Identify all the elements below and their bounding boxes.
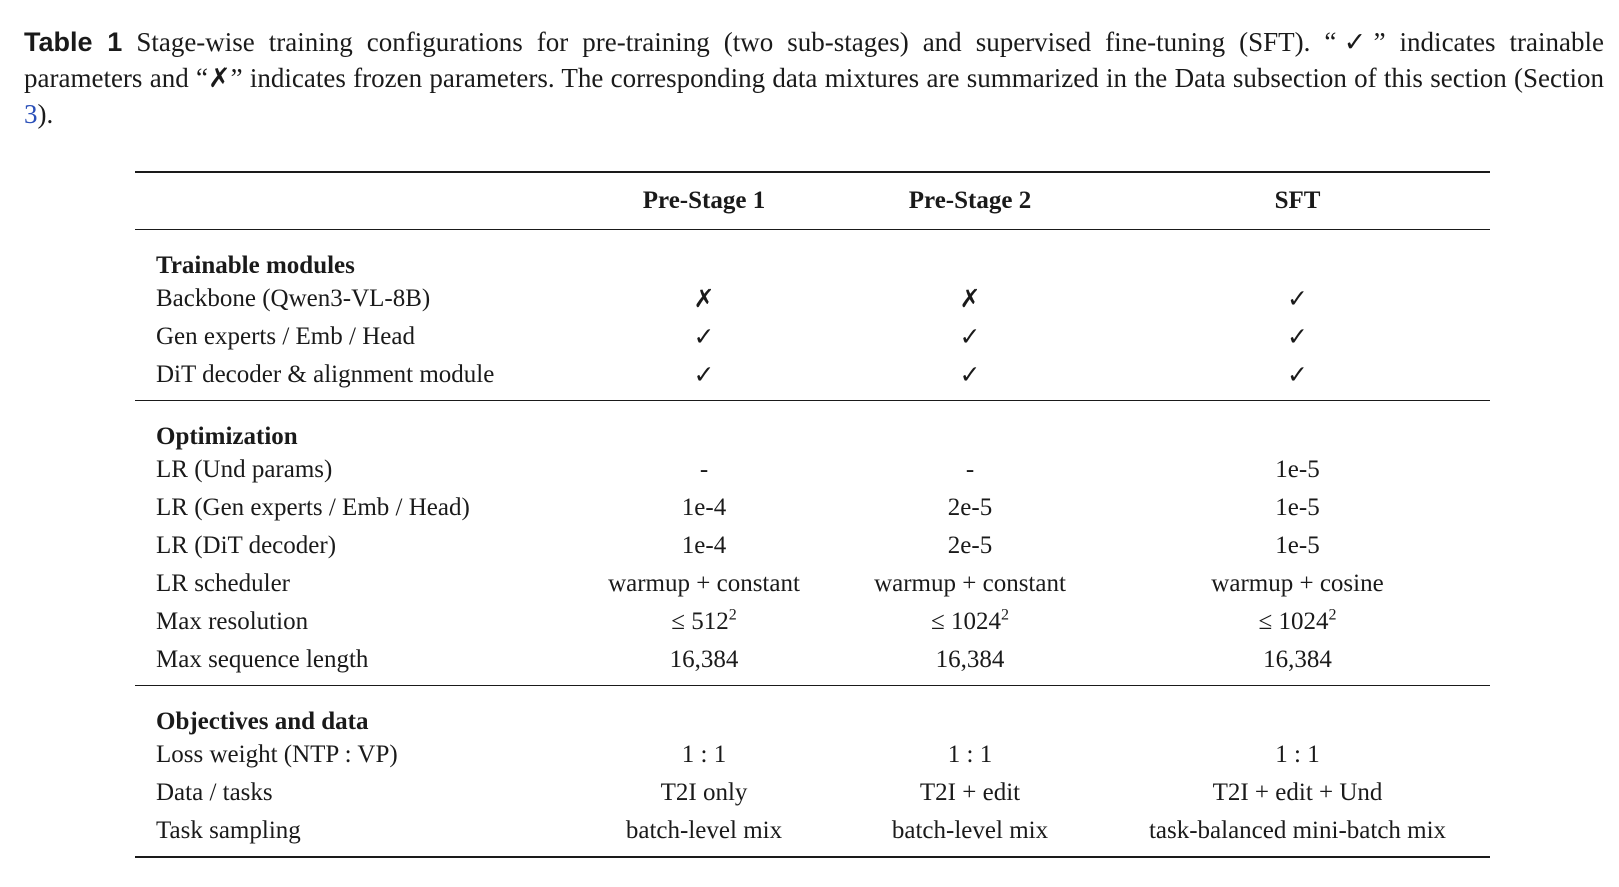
caption-text: Stage-wise training configurations for pre-training (two sub-stages) and supervised fine-tuning (SFT). “✓” indicates trainable parameters and “✗” indicates frozen parameters. The corresponding data mixtures are summarized in the Data subsection of this section (Section xyxy=(24,27,1604,93)
table-cell: 16,384 xyxy=(935,646,1005,673)
row-label: Gen experts / Emb / Head xyxy=(156,323,415,350)
table-cell: warmup + constant xyxy=(874,570,1066,597)
table-cell xyxy=(835,603,1105,641)
section-title-objectives-and-data: Objectives and data xyxy=(135,686,1490,737)
table-cell: T2I only xyxy=(660,779,748,806)
config-table xyxy=(135,171,1490,858)
table-cell: 16,384 xyxy=(669,646,739,673)
row-label: DiT decoder & alignment module xyxy=(156,361,495,388)
table-cell: batch-level mix xyxy=(573,812,835,857)
row-label: Data / tasks xyxy=(156,779,273,806)
table-row xyxy=(135,489,1490,527)
table-cell: 1e-5 xyxy=(1275,532,1320,559)
row-label: Backbone (Qwen3-VL-8B) xyxy=(156,285,431,312)
cell-value: ≤ 1024 xyxy=(931,608,1001,635)
table-row xyxy=(135,812,1490,857)
table-row xyxy=(135,603,1490,641)
table-cell: ✓ xyxy=(693,362,715,389)
table-cell: 2e-5 xyxy=(947,532,993,559)
section-reference-link[interactable]: 3 xyxy=(24,99,38,129)
table-cell: 1 : 1 xyxy=(947,741,993,768)
table-cell: 1e-4 xyxy=(681,532,727,559)
table-cell: 16,384 xyxy=(1263,646,1332,673)
row-label: LR (Gen experts / Emb / Head) xyxy=(156,494,470,521)
table-cell: batch-level mix xyxy=(835,812,1105,857)
table-row xyxy=(135,641,1490,686)
table-cell: task-balanced mini-batch mix xyxy=(1105,812,1490,857)
row-label: LR (DiT decoder) xyxy=(156,532,337,559)
table-cell: ✓ xyxy=(1287,324,1308,351)
row-label: LR scheduler xyxy=(156,570,290,597)
row-label: Max sequence length xyxy=(156,646,369,673)
column-header-pre-stage-2: Pre-Stage 2 xyxy=(835,172,1105,230)
column-header-pre-stage-1: Pre-Stage 1 xyxy=(573,172,835,230)
table-cell: - xyxy=(965,456,975,483)
table-cell: T2I + edit + Und xyxy=(1212,779,1383,806)
cell-superscript: 2 xyxy=(1328,606,1337,624)
section-header-row xyxy=(135,401,1490,452)
row-label: Loss weight (NTP : VP) xyxy=(156,741,398,768)
table-cell: 1 : 1 xyxy=(1275,741,1320,768)
table-caption xyxy=(24,24,1604,132)
cell-value: ≤ 1024 xyxy=(1258,608,1329,635)
caption-text-end: ). xyxy=(37,99,54,129)
table-cell: 1 : 1 xyxy=(681,741,727,768)
caption-label: Table 1 xyxy=(24,27,123,57)
cell-superscript: 2 xyxy=(1000,606,1009,624)
table-row xyxy=(135,451,1490,489)
table-cell: ✗ xyxy=(693,286,715,313)
row-label: Task sampling xyxy=(135,812,573,857)
table-cell: 1e-5 xyxy=(1275,456,1320,483)
table-cell: ✗ xyxy=(959,286,981,313)
cell-superscript: 2 xyxy=(728,606,737,624)
row-label: LR (Und params) xyxy=(156,456,333,483)
section-header-row xyxy=(135,686,1490,737)
table-cell: warmup + cosine xyxy=(1211,570,1384,597)
table-header-row xyxy=(135,172,1490,230)
table-row xyxy=(135,527,1490,565)
table-cell xyxy=(1105,603,1490,641)
table-row xyxy=(135,318,1490,356)
column-header-empty xyxy=(135,172,573,230)
table-cell: ✓ xyxy=(693,324,715,351)
row-label: Max resolution xyxy=(156,608,309,635)
table-cell: T2I + edit xyxy=(919,779,1021,806)
table-row xyxy=(135,565,1490,603)
table-cell: warmup + constant xyxy=(608,570,800,597)
table-cell: 1e-5 xyxy=(1275,494,1320,521)
cell-value: ≤ 512 xyxy=(671,608,729,635)
table-cell: ✓ xyxy=(1287,362,1308,389)
table-cell: ✓ xyxy=(1287,286,1308,313)
table-cell: 2e-5 xyxy=(947,494,993,521)
table-cell: ✓ xyxy=(959,324,981,351)
table-cell xyxy=(573,603,835,641)
column-header-sft: SFT xyxy=(1105,172,1490,230)
table-row xyxy=(135,356,1490,401)
table-cell: ✓ xyxy=(959,362,981,389)
table-row xyxy=(135,280,1490,318)
section-title-optimization: Optimization xyxy=(135,401,1490,452)
section-header-row xyxy=(135,230,1490,281)
table-row xyxy=(135,736,1490,774)
table-cell: 1e-4 xyxy=(681,494,727,521)
table-row xyxy=(135,774,1490,812)
section-title-trainable-modules: Trainable modules xyxy=(156,252,355,279)
table-cell: - xyxy=(699,456,709,483)
